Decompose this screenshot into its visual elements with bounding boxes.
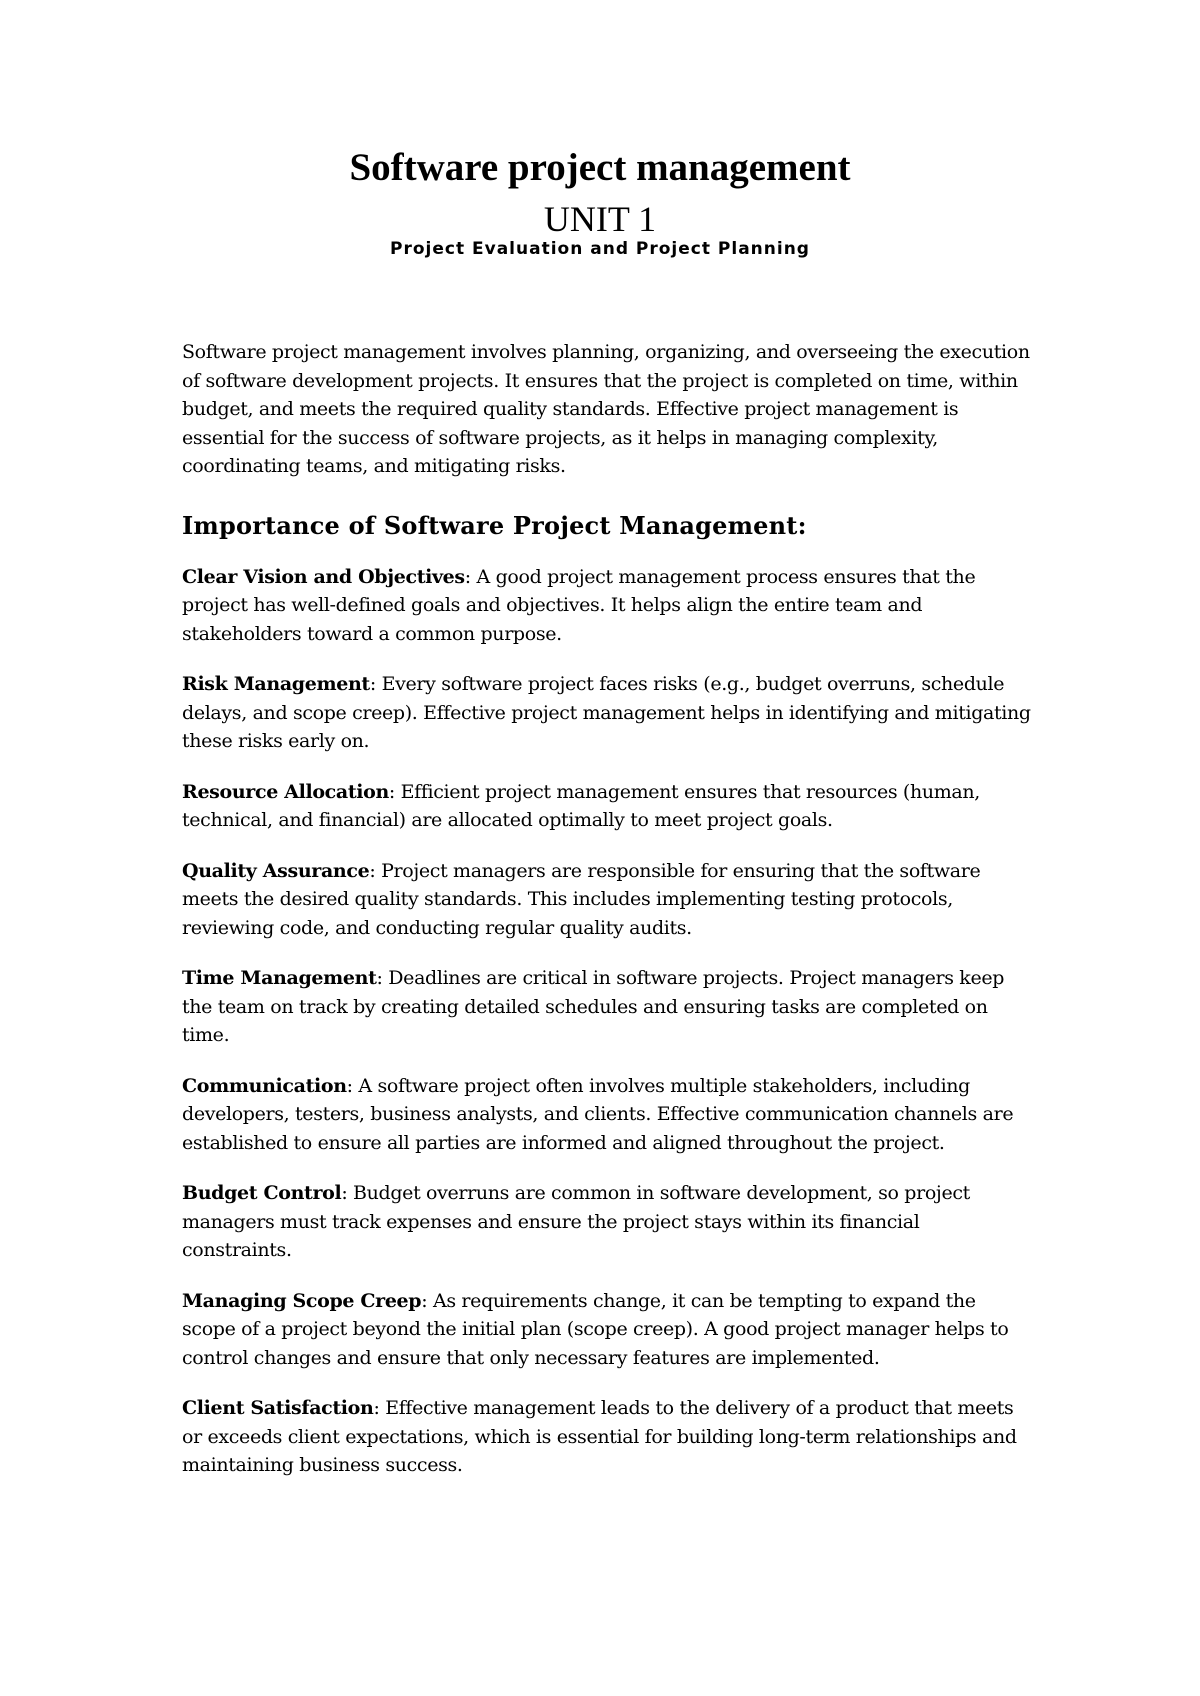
point-text: : A good project management process ensures that the project has well-defined goals and objectives. It helps align the entire team and stakeholders toward a common purpose. [182,565,976,645]
point-term: Client Satisfaction [182,1397,374,1419]
point-text: : Efficient project management ensures that resources (human, technical, and financial) are allocated optimally to meet project goals. [182,780,980,831]
point-quality-assurance [182,857,1032,943]
point-term: Budget Control [182,1182,342,1204]
point-resource-allocation [182,778,1032,835]
point-text: : Every software project faces risks (e.g., budget overruns, schedule delays, and scope creep). Effective project management helps in identifying and mitigating these risks early on. [182,673,1031,752]
point-communication [182,1072,1032,1158]
point-budget-control [182,1179,1032,1265]
intro-paragraph: Software project management involves planning, organizing, and overseeing the execution of software development projects. It ensures that the project is completed on time, within budget, and meets the required quality standards. Effective project management is essential for the success of software projects, as it helps in managing complexity, coordinating teams, and mitigating risks. [182,341,1030,477]
document-title: Software project management [349,146,851,189]
point-text: : Budget overruns are common in software development, so project managers must track expenses and ensure the project stays within its financial constraints. [182,1182,970,1261]
unit-heading: UNIT 1 [543,199,657,239]
point-client-satisfaction [182,1394,1032,1480]
point-managing-scope-creep [182,1287,1032,1373]
point-term: Managing Scope Creep [182,1289,422,1312]
point-term: Risk Management [182,673,370,695]
point-text: : A software project often involves multiple stakeholders, including developers, testers, business analysts, and clients. Effective communication channels are established to ensure all parties are informed and aligned throughout the project. [182,1074,1014,1154]
point-text: : Deadlines are critical in software projects. Project managers keep the team on track by creating detailed schedules and ensuring tasks are completed on time. [182,967,1005,1046]
document-subtitle: Project Evaluation and Project Planning [390,239,810,259]
point-text: : Project managers are responsible for ensuring that the software meets the desired quality standards. This includes implementing testing protocols, reviewing code, and conducting regular quality audits. [182,859,981,939]
point-text: : Effective management leads to the delivery of a product that meets or exceeds client expectations, which is essential for building long-term relationships and maintaining business success. [182,1397,1017,1476]
section-heading: Importance of Software Project Management: [182,510,807,540]
point-term: Clear Vision and Objectives [182,565,465,588]
point-time-management [182,964,1032,1050]
point-term: Time Management [182,967,377,989]
point-term: Communication [182,1074,347,1097]
point-term: Resource Allocation [182,780,389,803]
point-clear-vision [182,563,1032,649]
point-term: Quality Assurance [182,859,370,882]
point-text: : As requirements change, it can be tempting to expand the scope of a project beyond the initial plan (scope creep). A good project manager helps to control changes and ensure that only necessary features are implemented. [182,1289,1009,1369]
document-body [182,338,1032,1480]
point-risk-management [182,670,1032,756]
